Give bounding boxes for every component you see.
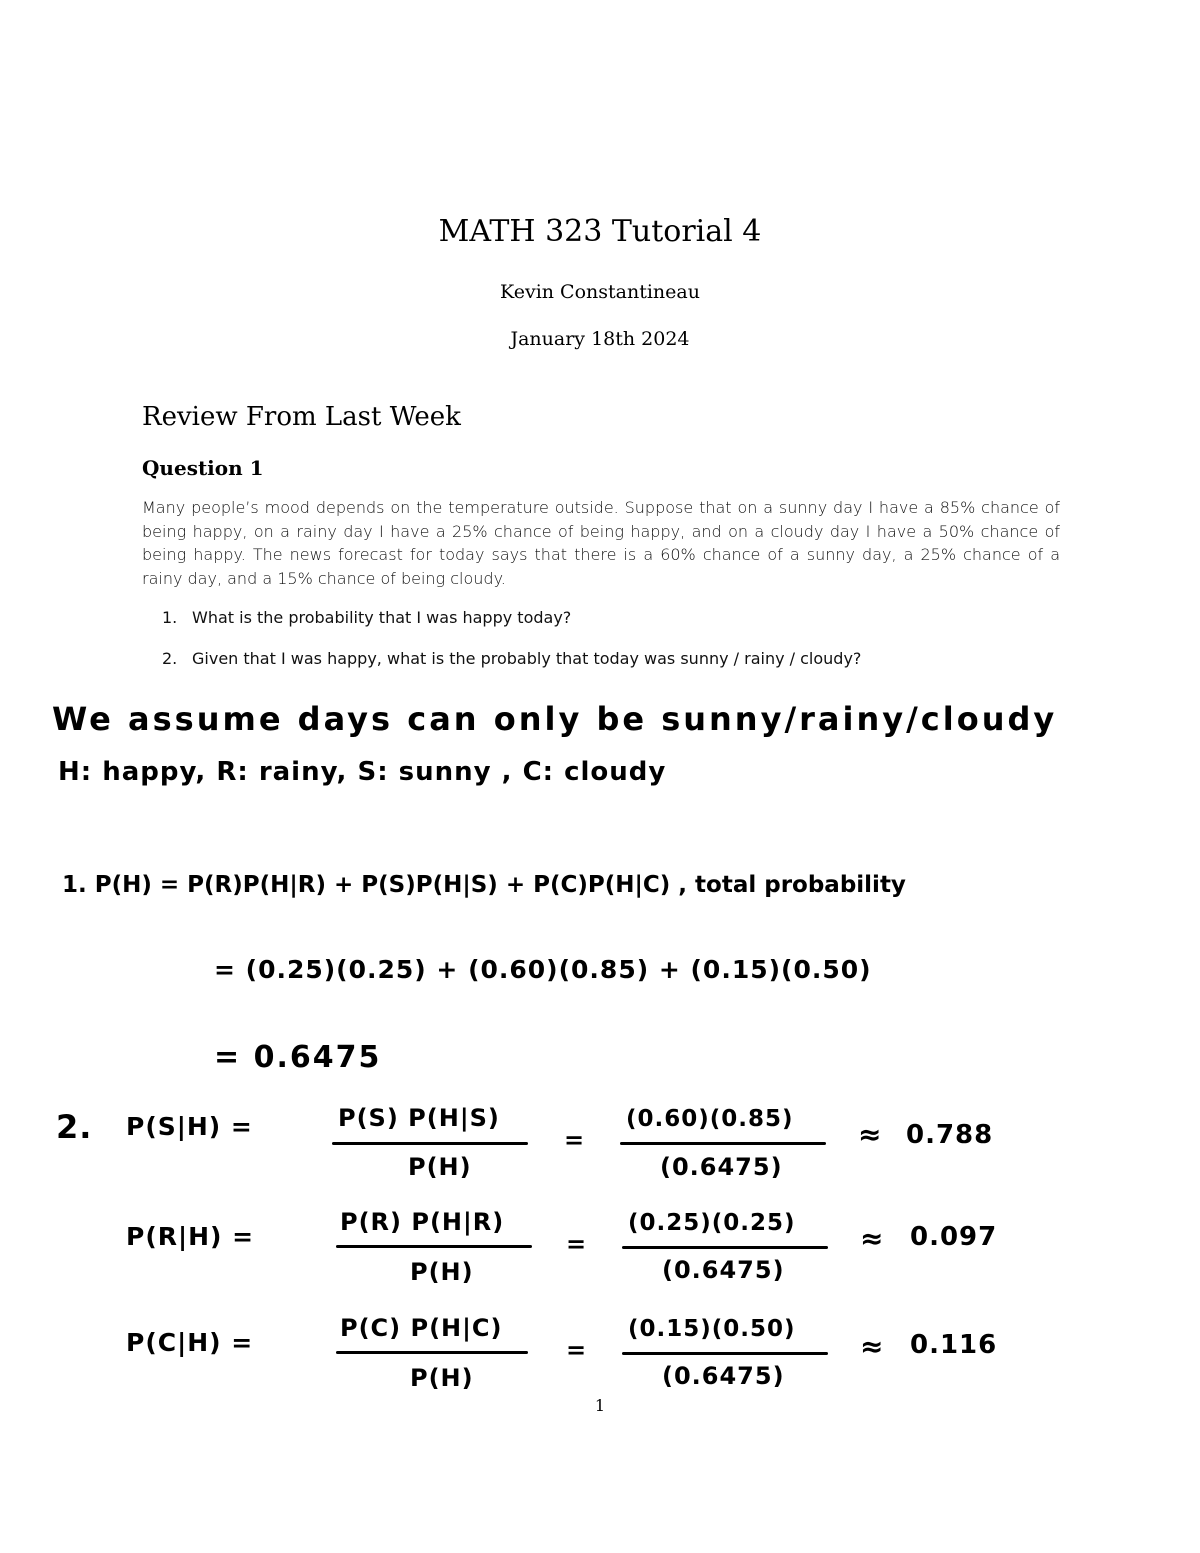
handwritten-part1-line1: 1. P(H) = P(R)P(H|R) + P(S)P(H|S) + P(C)P(H|C) , total probability <box>62 872 906 898</box>
fraction-bar <box>622 1246 828 1249</box>
handwritten-row-equals: = <box>564 1126 586 1154</box>
handwritten-row-result: 0.116 <box>910 1330 998 1360</box>
handwritten-row-numerator: (0.15)(0.50) <box>628 1316 796 1342</box>
list-item-number: 1. <box>162 608 178 627</box>
fraction-bar <box>336 1245 532 1248</box>
page-number: 1 <box>594 1396 606 1415</box>
fraction-bar <box>336 1351 528 1354</box>
handwritten-row-denominator: P(H) <box>408 1153 472 1181</box>
handwritten-part2-label: 2. <box>56 1108 93 1146</box>
document-author: Kevin Constantineau <box>500 281 700 303</box>
document-date: January 18th 2024 <box>510 328 690 350</box>
list-item-text: What is the probability that I was happy today? <box>192 608 572 627</box>
handwritten-row-approx: ≈ <box>860 1330 885 1363</box>
handwritten-row-numerator: P(R) P(H|R) <box>340 1208 505 1236</box>
fraction-bar <box>622 1352 828 1355</box>
handwritten-row-lhs: P(C|H) = <box>126 1328 254 1357</box>
handwritten-row-numerator: P(C) P(H|C) <box>340 1314 503 1342</box>
problem-text: Many people’s mood depends on the temperature outside. Suppose that on a sunny day I have a 85% chance of being happy, on a rainy day I have a 25% chance of being happy, and on a cloudy day I have a 50% chance of being happy. The news forecast for today says that there is a 60% chance of a sunny day, a 25% chance of a rainy day, and a 15% chance of being cloudy. <box>142 498 1060 588</box>
list-item <box>162 608 571 627</box>
handwritten-row-numerator: (0.60)(0.85) <box>626 1106 794 1132</box>
handwritten-part1-result: = 0.6475 <box>214 1040 382 1075</box>
section-heading: Review From Last Week <box>142 402 461 432</box>
handwritten-row-result: 0.788 <box>906 1120 994 1150</box>
list-item-text: Given that I was happy, what is the probably that today was sunny / rainy / cloudy? <box>192 649 862 668</box>
handwritten-row-lhs: P(S|H) = <box>126 1112 253 1141</box>
handwritten-row-denominator: P(H) <box>410 1364 474 1392</box>
fraction-bar <box>332 1142 528 1145</box>
list-item <box>162 649 861 668</box>
handwritten-row-lhs: P(R|H) = <box>126 1222 255 1251</box>
question-heading: Question 1 <box>142 456 264 480</box>
handwritten-row-numerator: (0.25)(0.25) <box>628 1210 796 1236</box>
handwritten-part1-line2: = (0.25)(0.25) + (0.60)(0.85) + (0.15)(0.50) <box>214 955 872 984</box>
handwritten-row-equals: = <box>566 1230 588 1258</box>
handwritten-row-approx: ≈ <box>858 1118 883 1151</box>
handwritten-row-denominator: P(H) <box>410 1258 474 1286</box>
handwritten-row-numerator: P(S) P(H|S) <box>338 1104 500 1132</box>
document-title: MATH 323 Tutorial 4 <box>438 214 762 249</box>
handwritten-row-equals: = <box>566 1336 588 1364</box>
handwritten-row-denominator: (0.6475) <box>662 1362 785 1390</box>
handwritten-row-denominator: (0.6475) <box>662 1256 785 1284</box>
handwritten-row-denominator: (0.6475) <box>660 1153 783 1181</box>
handwritten-definitions: H: happy, R: rainy, S: sunny , C: cloudy <box>58 757 667 787</box>
handwritten-row-result: 0.097 <box>910 1222 998 1252</box>
list-item-number: 2. <box>162 649 178 668</box>
fraction-bar <box>620 1142 826 1145</box>
handwritten-assumption: We assume days can only be sunny/rainy/cloudy <box>52 700 1058 738</box>
handwritten-row-approx: ≈ <box>860 1222 885 1255</box>
